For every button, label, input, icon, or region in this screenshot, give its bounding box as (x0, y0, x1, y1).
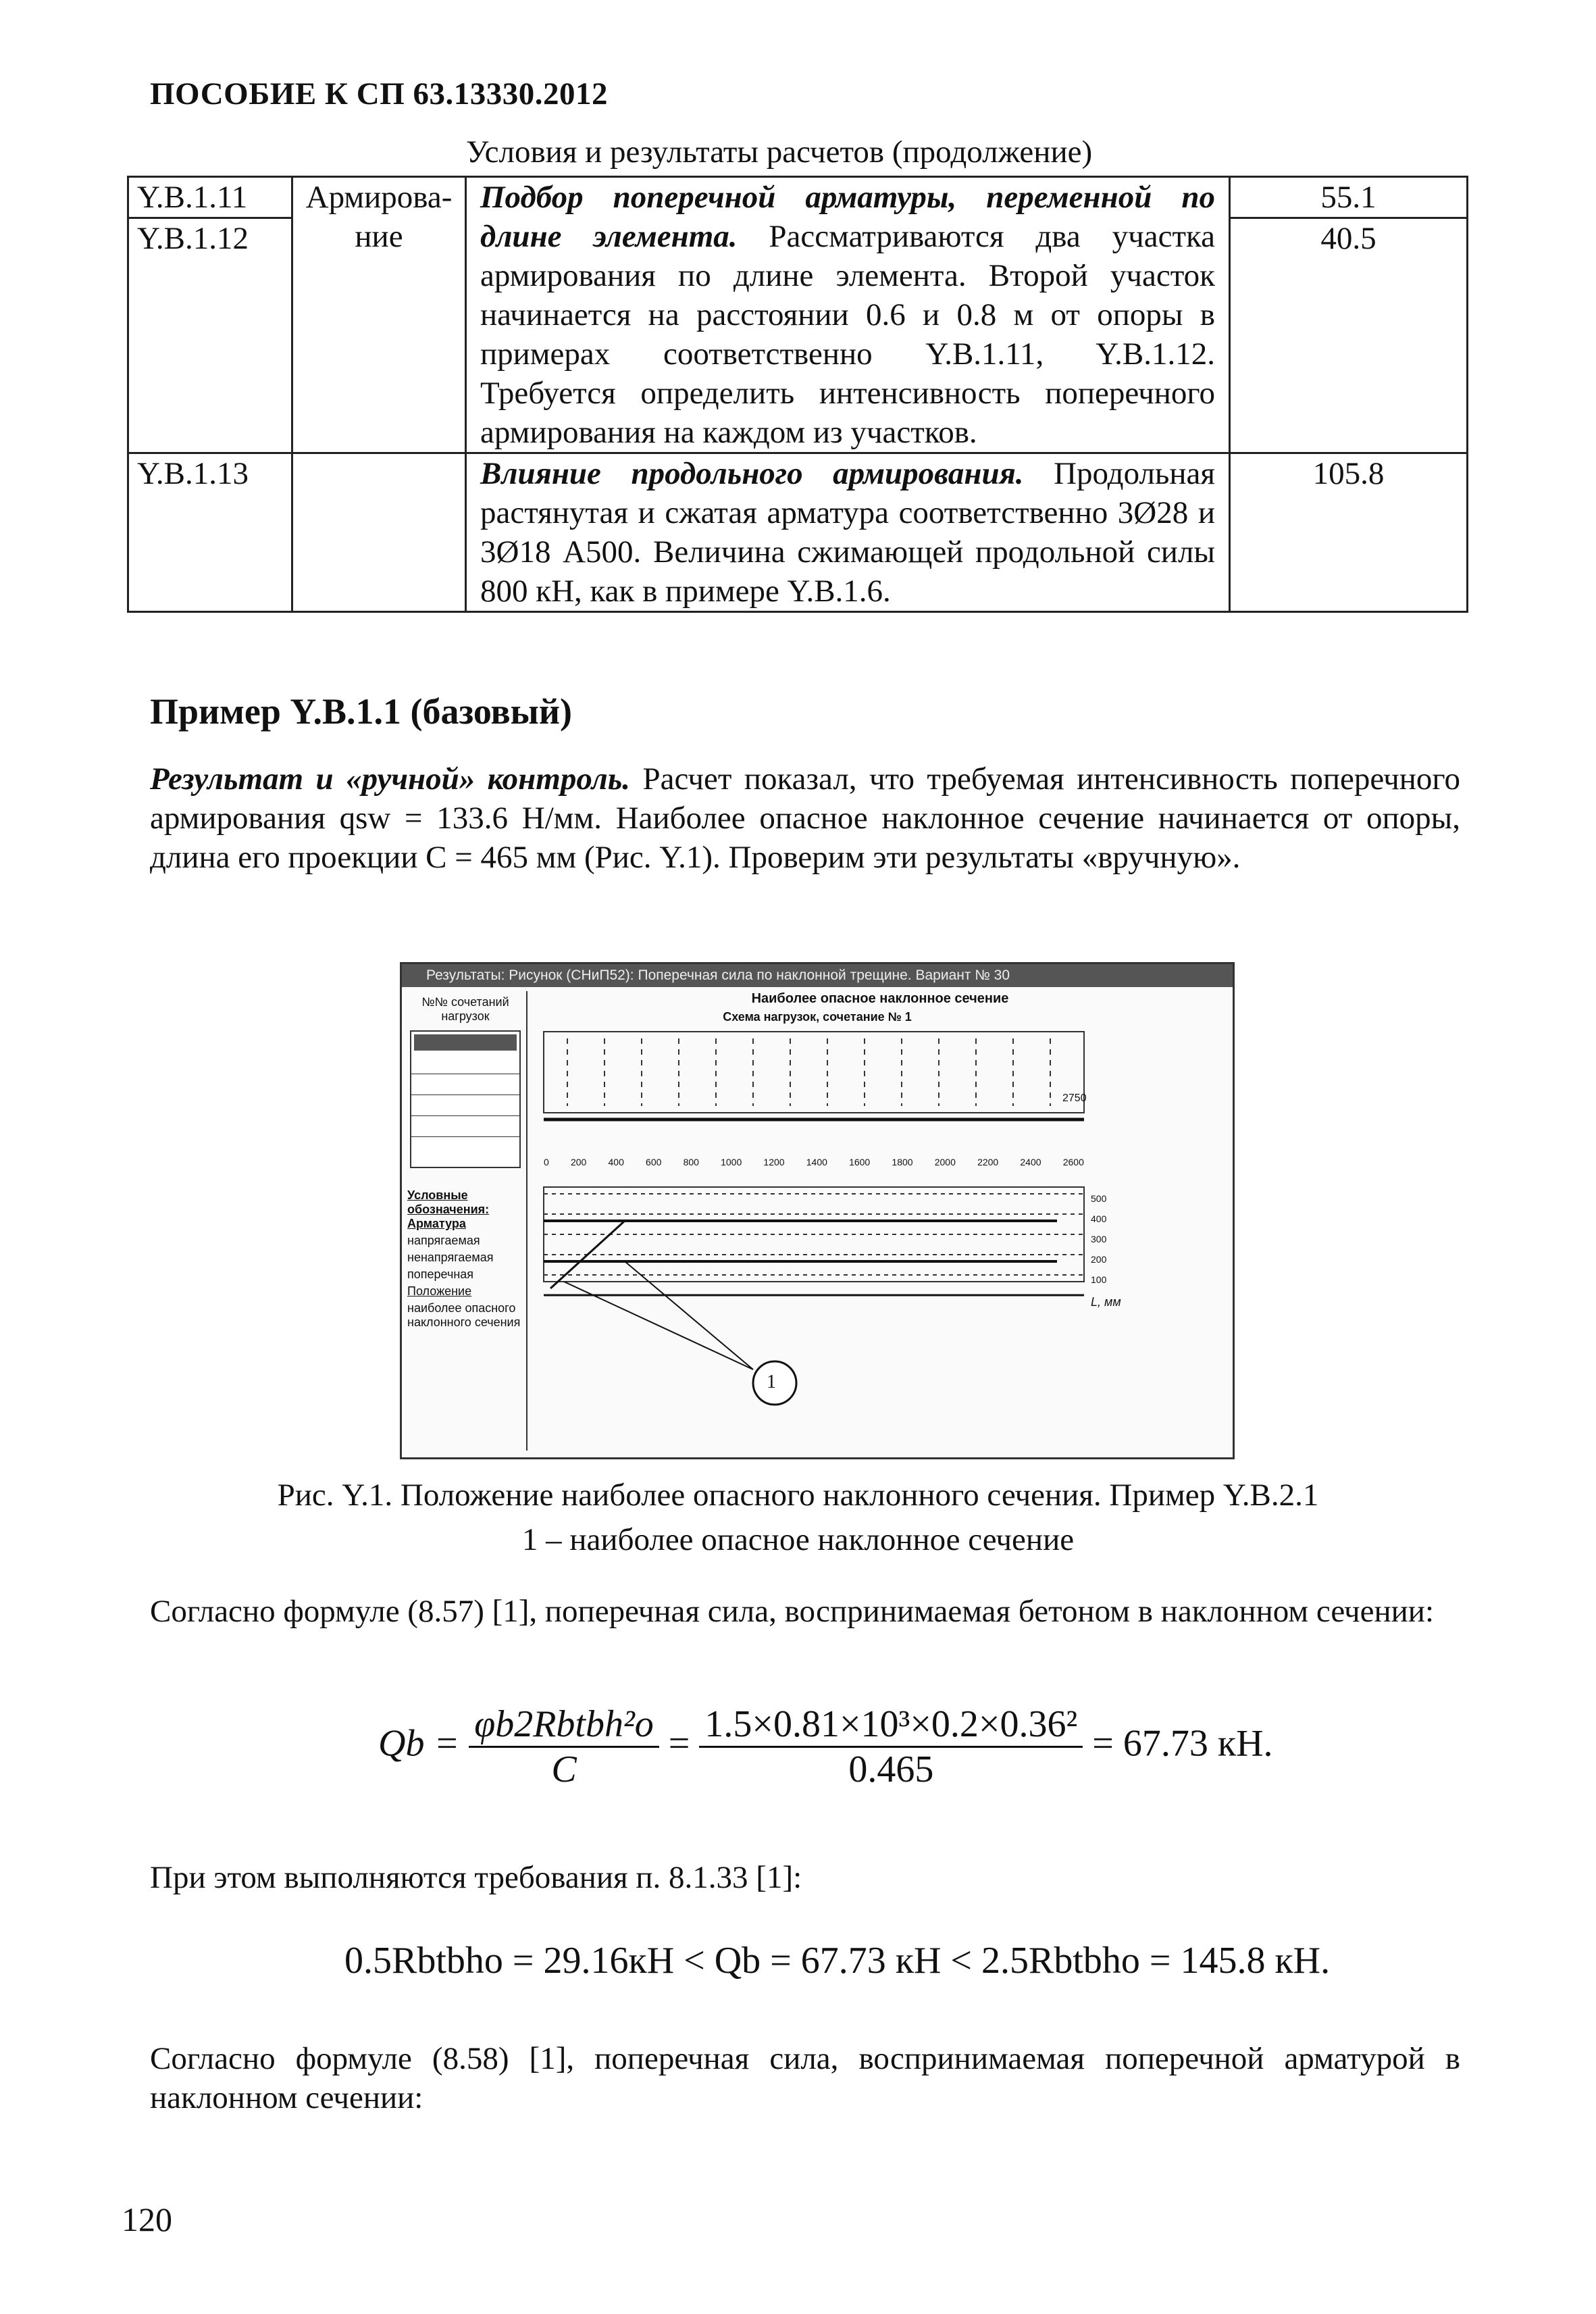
x-tick: 1200 (763, 1157, 785, 1167)
list-item[interactable] (411, 1095, 519, 1116)
formula-lhs: Qb = (378, 1722, 460, 1765)
x-tick: 400 (608, 1157, 624, 1167)
y-tick: 100 (1091, 1274, 1107, 1285)
result-value: 105.8 (1230, 453, 1468, 612)
table-row (128, 453, 1468, 612)
example-id: Y.B.1.12 (129, 217, 291, 258)
fraction-numerator: 1.5×0.81×10³×0.2×0.36² (699, 1703, 1083, 1748)
x-tick: 1800 (892, 1157, 913, 1167)
beam-graph (530, 991, 1230, 1451)
program-screenshot (400, 962, 1235, 1459)
x-tick: 800 (683, 1157, 699, 1167)
y-tick: 500 (1091, 1193, 1107, 1204)
x-tick: 1000 (721, 1157, 742, 1167)
formula-qb: Qb = $\frac{\text{φb2Rbtbh²o}}{C}$ = $\frac{\text{1.5×0.81×10³×0.2×0.36²}}{0.465}$ = 67.73 кН. (378, 1703, 1273, 1790)
example-heading: Пример Y.B.1.1 (базовый) (150, 691, 572, 732)
dimension-label: 2750 (1062, 1092, 1087, 1104)
legend-item: ненапрягаемая (407, 1251, 494, 1264)
y-tick: 400 (1091, 1213, 1107, 1224)
page-number: 120 (122, 2200, 172, 2238)
legend-item: Положение (407, 1284, 472, 1298)
scheme-title: Схема нагрузок, сочетание № 1 (723, 1010, 912, 1024)
description-lead: Влияние продольного армирования. (480, 456, 1024, 491)
paragraph: Согласно формуле (8.57) [1], поперечная сила, воспринимаемая бетоном в наклонном сечении: (150, 1594, 1435, 1629)
table-cell-description (466, 453, 1230, 612)
panel-title: №№ сочетаний нагрузок (421, 995, 509, 1023)
leader-line (625, 1261, 753, 1369)
formula-result: = 67.73 кН. (1092, 1722, 1273, 1765)
y-tick: 300 (1091, 1234, 1107, 1244)
formula-fraction (469, 1703, 659, 1791)
table-cell-description (466, 177, 1230, 453)
load-arrows (567, 1038, 1050, 1106)
window-titlebar (402, 964, 1233, 987)
fraction-denominator: 0.465 (848, 1749, 934, 1790)
result-value: 55.1 (1320, 180, 1376, 215)
graph-title: Наиболее опасное наклонное сечение (751, 991, 1009, 1006)
table-caption: Условия и результаты расчетов (продолжение) (466, 134, 1093, 170)
result-paragraph (150, 759, 1460, 877)
running-header: ПОСОБИЕ К СП 63.13330.2012 (150, 76, 608, 111)
legend-title: Условные обозначения: Арматура (407, 1188, 490, 1230)
fraction-numerator: φb2Rbtbh²o (469, 1703, 659, 1748)
table-cell-value (1230, 177, 1468, 453)
legend-item: поперечная (407, 1267, 474, 1281)
y-tick: 200 (1091, 1254, 1107, 1265)
description-text: Продольная растянутая и сжатая арматура соответственно 3Ø28 и 3Ø18 А500. Величина сжимающей продольной силы 800 кН, как в примере Y.B.1.6. (480, 456, 1215, 609)
conditions-table (127, 176, 1468, 613)
table-row (128, 177, 1468, 453)
load-scheme-frame (544, 1032, 1084, 1113)
x-tick: 600 (646, 1157, 662, 1167)
beam-diagram (530, 991, 1230, 1451)
result-value: 40.5 (1231, 217, 1466, 258)
list-item[interactable] (411, 1053, 519, 1074)
x-tick: 1600 (849, 1157, 871, 1167)
paragraph: Согласно формуле (8.58) [1], поперечная сила, воспринимаемая поперечной арматурой в наклонном сечении: (150, 2041, 1460, 2115)
description-lead: Подбор поперечной арматуры, переменной по длине элемента. (480, 180, 1215, 254)
description-text: Рассматриваются два участка армирования по длине элемента. Второй участок начинается на расстоянии 0.6 и 0.8 м от опоры в примерах соответственно Y.B.1.11, Y.B.1.12. Требуется определить интенсивность поперечного армирования на каждом из участков. (480, 219, 1215, 450)
x-tick: 200 (570, 1157, 587, 1167)
marker-label: 1 (767, 1372, 776, 1392)
formula-check: 0.5Rbtbho = 29.16кН < Qb = 67.73 кН < 2.5Rbtbho = 145.8 кН. (344, 1940, 1331, 1982)
table-cell-category: Армирова-ние (292, 177, 466, 453)
axis-unit: L, мм (1091, 1295, 1121, 1309)
paragraph: При этом выполняются требования п. 8.1.33 [1]: (150, 1860, 802, 1895)
formula-fraction (699, 1703, 1083, 1791)
x-axis-ticks (544, 1157, 1084, 1167)
list-item[interactable] (411, 1074, 519, 1095)
paragraph-lead: Результат и «ручной» контроль. (150, 761, 631, 797)
list-item[interactable] (414, 1034, 517, 1051)
combinations-list[interactable] (410, 1030, 521, 1168)
legend-item: напрягаемая (407, 1234, 480, 1247)
y-axis-ticks (1091, 1188, 1106, 1290)
figure-caption-line: 1 – наиболее опасное наклонное сечение (521, 1522, 1075, 1557)
legend-item: наиболее опасного наклонного сечения (407, 1301, 521, 1329)
example-id: Y.B.1.11 (137, 180, 248, 215)
window-title: Результаты: Рисунок (СНиП52): Поперечная сила по наклонной трещине. Вариант № 30 (426, 967, 1010, 983)
x-tick: 2600 (1062, 1157, 1084, 1167)
x-tick: 2400 (1020, 1157, 1041, 1167)
figure-caption (0, 1473, 1596, 1562)
x-tick: 1400 (806, 1157, 827, 1167)
figure-caption-line: Рис. Y.1. Положение наиболее опасного наклонного сечения. Пример Y.B.2.1 (277, 1478, 1319, 1513)
fraction-denominator: C (551, 1749, 577, 1790)
paragraph-text: Расчет показал, что требуемая интенсивность поперечного армирования qsw = 133.6 Н/мм. Наиболее опасное наклонное сечение начинается от опоры, длина его проекции С = 465 мм (Рис. Y.1). Проверим эти результаты «вручную». (150, 761, 1460, 875)
table-cell-category (292, 453, 466, 612)
combinations-panel (405, 991, 527, 1451)
list-item[interactable] (411, 1116, 519, 1137)
example-id: Y.B.1.13 (128, 453, 292, 612)
x-tick: 2200 (977, 1157, 999, 1167)
x-tick: 2000 (934, 1157, 956, 1167)
table-cell-id (128, 177, 292, 453)
x-tick: 0 (544, 1157, 549, 1167)
